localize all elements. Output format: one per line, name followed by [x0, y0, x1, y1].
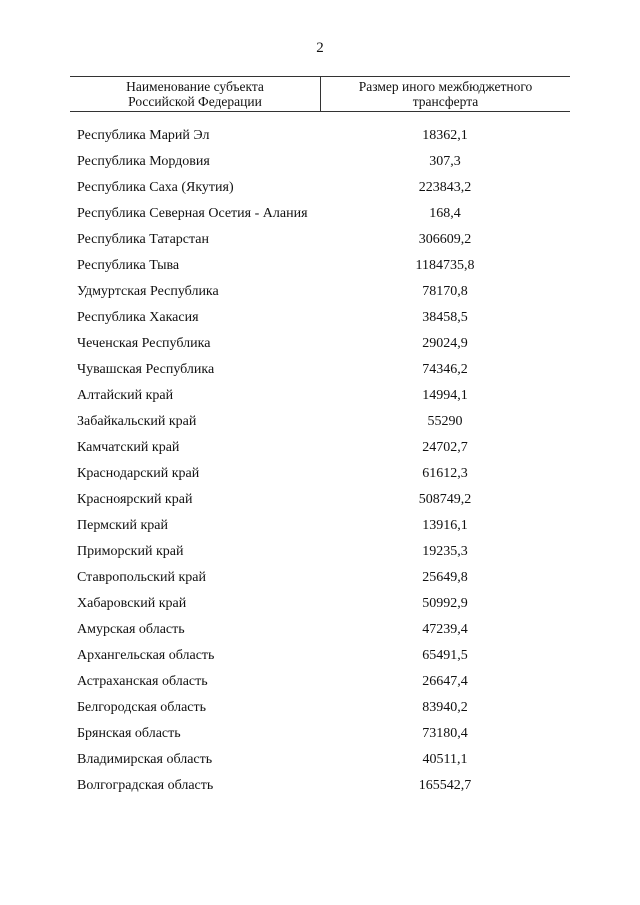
table-row [70, 543, 570, 560]
transfer-amount: 13916,1 [422, 518, 468, 533]
transfer-amount: 24702,7 [422, 440, 468, 455]
region-name: Белгородская область [77, 700, 207, 715]
table-row [70, 673, 570, 690]
table-row [70, 465, 570, 482]
table-row [70, 725, 570, 742]
region-name: Красноярский край [77, 492, 193, 507]
header-region-line1: Наименование субъекта [126, 79, 264, 94]
header-region-line2: Российской Федерации [128, 94, 262, 109]
transfer-amount: 83940,2 [422, 700, 468, 715]
table-row [70, 309, 570, 326]
transfer-amount: 508749,2 [418, 492, 472, 507]
table-row [70, 569, 570, 586]
transfer-amount: 50992,9 [422, 596, 468, 611]
transfer-amount: 307,3 [429, 154, 461, 169]
region-name: Астраханская область [77, 674, 208, 689]
table-row [70, 595, 570, 612]
transfer-amount: 1184735,8 [415, 258, 475, 273]
region-name: Алтайский край [77, 388, 174, 403]
region-name: Камчатский край [77, 440, 180, 455]
transfer-amount: 40511,1 [422, 752, 468, 767]
region-name: Приморский край [77, 544, 184, 559]
transfer-amount: 47239,4 [422, 622, 468, 637]
table-row [70, 283, 570, 300]
table-row [70, 205, 570, 222]
transfer-amount: 65491,5 [422, 648, 468, 663]
transfer-amount: 223843,2 [418, 180, 472, 195]
region-name: Амурская область [77, 622, 185, 637]
table-row [70, 439, 570, 456]
table-row [70, 127, 570, 144]
region-name: Чувашская Республика [77, 362, 215, 377]
transfer-amount: 168,4 [429, 206, 461, 221]
transfer-amount: 74346,2 [422, 362, 468, 377]
transfer-amount: 25649,8 [422, 570, 468, 585]
region-name: Пермский край [77, 518, 168, 533]
transfer-amount: 78170,8 [422, 284, 468, 299]
region-name: Забайкальский край [77, 414, 197, 429]
transfer-amount: 38458,5 [422, 310, 468, 325]
region-name: Республика Северная Осетия - Алания [77, 206, 308, 221]
region-name: Республика Саха (Якутия) [77, 180, 234, 195]
table-row [70, 361, 570, 378]
table-row [70, 335, 570, 352]
table-row [70, 777, 570, 794]
table-row [70, 699, 570, 716]
region-name: Волгоградская область [77, 778, 214, 793]
transfer-amount: 55290 [427, 414, 463, 429]
table-row [70, 153, 570, 170]
transfer-amount: 29024,9 [422, 336, 468, 351]
region-name: Чеченская Республика [77, 336, 211, 351]
transfer-amount: 14994,1 [422, 388, 468, 403]
table-row [70, 257, 570, 274]
transfer-amount: 18362,1 [422, 128, 468, 143]
table-row [70, 751, 570, 768]
table-body [70, 127, 570, 794]
transfer-amount: 165542,7 [418, 778, 472, 793]
region-name: Республика Хакасия [77, 310, 199, 325]
transfer-amount: 73180,4 [422, 726, 468, 741]
table-row [70, 387, 570, 404]
table-row [70, 517, 570, 534]
header-amount-line2: трансферта [412, 94, 479, 109]
region-name: Ставропольский край [77, 570, 206, 585]
region-name: Республика Марий Эл [77, 128, 210, 143]
table-row [70, 621, 570, 638]
header-transfer-amount [320, 77, 570, 111]
region-name: Владимирская область [77, 752, 213, 767]
transfer-amount: 26647,4 [422, 674, 468, 689]
region-name: Республика Мордовия [77, 154, 210, 169]
page-number: 2 [316, 40, 324, 56]
table-row [70, 647, 570, 664]
region-name: Удмуртская Республика [77, 284, 219, 299]
table-row [70, 413, 570, 430]
table-row [70, 179, 570, 196]
region-name: Хабаровский край [77, 596, 187, 611]
header-amount-line1: Размер иного межбюджетного [358, 79, 533, 94]
region-name: Республика Татарстан [77, 232, 210, 247]
transfer-amount: 61612,3 [422, 466, 468, 481]
table-row [70, 231, 570, 248]
region-name: Краснодарский край [77, 466, 200, 481]
transfer-table [70, 76, 570, 803]
region-name: Республика Тыва [77, 258, 180, 273]
table-header [70, 76, 570, 112]
region-name: Архангельская область [77, 648, 215, 663]
table-row [70, 491, 570, 508]
region-name: Брянская область [77, 726, 181, 741]
transfer-amount: 19235,3 [422, 544, 468, 559]
transfer-amount: 306609,2 [418, 232, 472, 247]
header-region-name [70, 77, 320, 111]
